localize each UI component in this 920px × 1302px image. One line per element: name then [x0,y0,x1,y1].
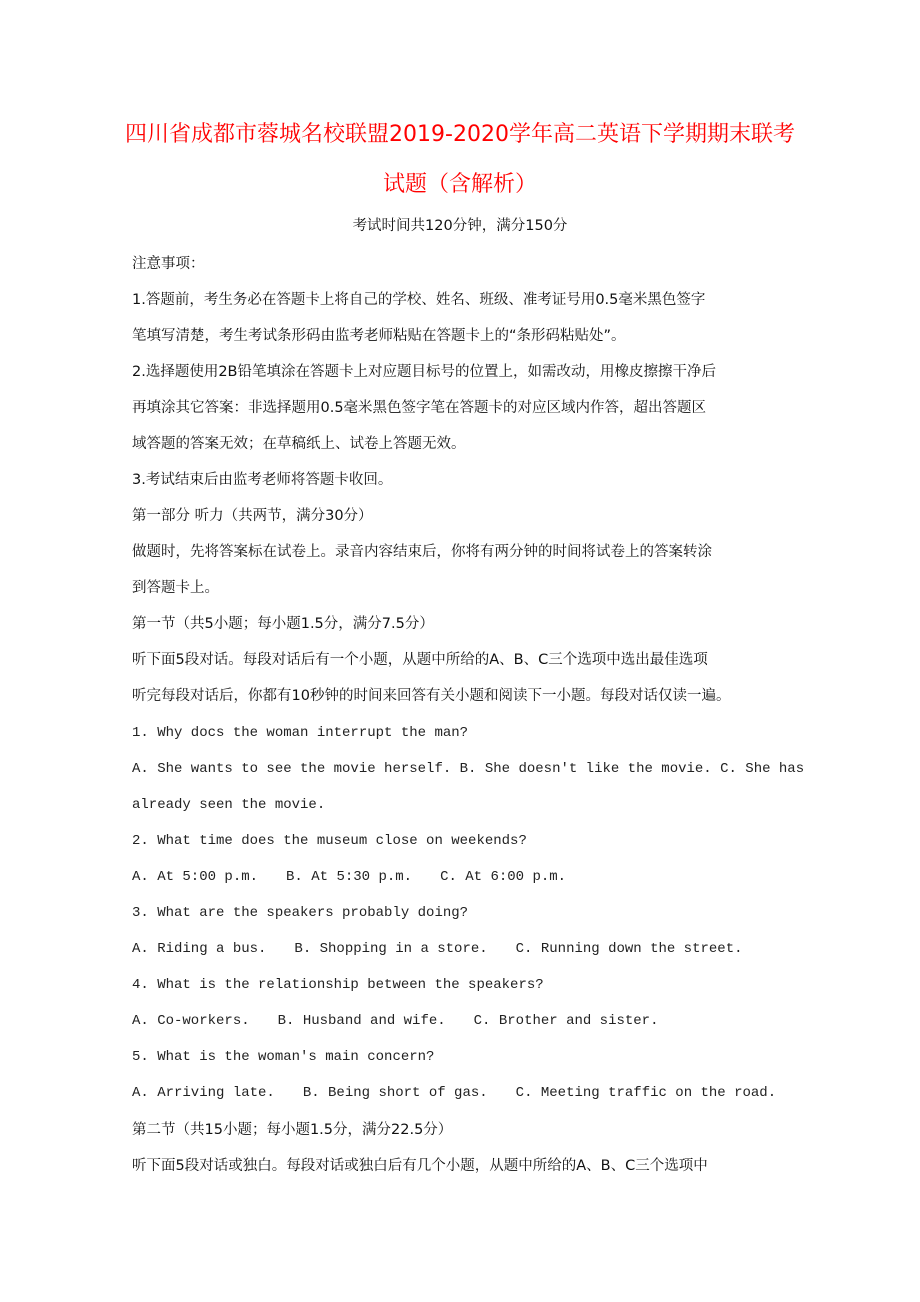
part-1-heading: 第一部分 听力（共两节，满分30分） [132,508,373,524]
document-title-line-1: 四川省成都市蓉城名校联盟2019-2020学年高二英语下学期期末联考 [125,122,795,147]
question-5-options [132,1083,776,1103]
question-4-option-a: A. Co-workers. [132,1013,250,1029]
section-2-heading: 第二节（共15小题；每小题1.5分，满分22.5分） [132,1122,453,1138]
section-1-heading: 第一节（共5小题；每小题1.5分，满分7.5分） [132,616,434,632]
part-1-instructions-line-2: 到答题卡上。 [132,580,219,596]
exam-duration-subtitle: 考试时间共120分钟，满分150分 [352,218,568,234]
question-5-option-b: B. Being short of gas. [302,1085,488,1101]
question-1: 1. Why docs the woman interrupt the man? [132,725,469,741]
question-2-options [132,867,566,887]
question-2-option-b: B. At 5:30 p.m. [286,869,413,885]
notice-heading: 注意事项： [132,256,205,272]
question-2: 2. What time does the museum close on weekends? [132,833,527,849]
question-3: 3. What are the speakers probably doing? [132,905,469,921]
section-1-instructions-line-1: 听下面5段对话。每段对话后有一个小题，从题中所给的A、B、C三个选项中选出最佳选项 [132,652,708,668]
notice-item-2-line-1: 2.选择题使用2B铅笔填涂在答题卡上对应题目标号的位置上，如需改动，用橡皮擦擦干净后 [132,364,717,380]
question-4-option-c: C. Brother and sister. [473,1013,659,1029]
question-5: 5. What is the woman's main concern? [132,1049,435,1065]
question-3-option-b: B. Shopping in a store. [294,941,488,957]
part-1-instructions-line-1: 做题时，先将答案标在试卷上。录音内容结束后，你将有两分钟的时间将试卷上的答案转涂 [132,544,712,560]
section-2-instructions-line-1: 听下面5段对话或独白。每段对话或独白后有几个小题，从题中所给的A、B、C三个选项中 [132,1158,708,1174]
document-title-line-2: 试题（含解析） [382,172,537,197]
question-4: 4. What is the relationship between the speakers? [132,977,544,993]
question-1-options-line-2: already seen the movie. [132,797,326,813]
notice-item-1-line-1: 1.答题前，考生务必在答题卡上将自己的学校、姓名、班级、准考证号用0.5毫米黑色签字 [132,292,706,308]
question-4-options [132,1011,659,1031]
question-5-option-a: A. Arriving late. [132,1085,275,1101]
question-5-option-c: C. Meeting traffic on the road. [515,1085,777,1101]
section-1-instructions-line-2: 听完每段对话后，你都有10秒钟的时间来回答有关小题和阅读下一小题。每段对话仅读一遍。 [132,688,731,704]
question-4-option-b: B. Husband and wife. [277,1013,446,1029]
question-2-option-a: A. At 5:00 p.m. [132,869,259,885]
question-1-options-line-1: A. She wants to see the movie herself. B. She doesn't like the movie. C. She has [132,761,805,777]
question-2-option-c: C. At 6:00 p.m. [440,869,567,885]
question-3-option-c: C. Running down the street. [515,941,743,957]
notice-item-2-line-2: 再填涂其它答案：非选择题用0.5毫米黑色签字笔在答题卡的对应区域内作答，超出答题区 [132,400,707,416]
notice-item-2-line-3: 域答题的答案无效；在草稿纸上、试卷上答题无效。 [132,436,466,452]
notice-item-1-line-2: 笔填写清楚，考生考试条形码由监考老师粘贴在答题卡上的“条形码粘贴处”。 [132,328,626,344]
notice-item-3: 3.考试结束后由监考老师将答题卡收回。 [132,472,393,488]
question-3-option-a: A. Riding a bus. [132,941,267,957]
question-3-options [132,939,743,959]
